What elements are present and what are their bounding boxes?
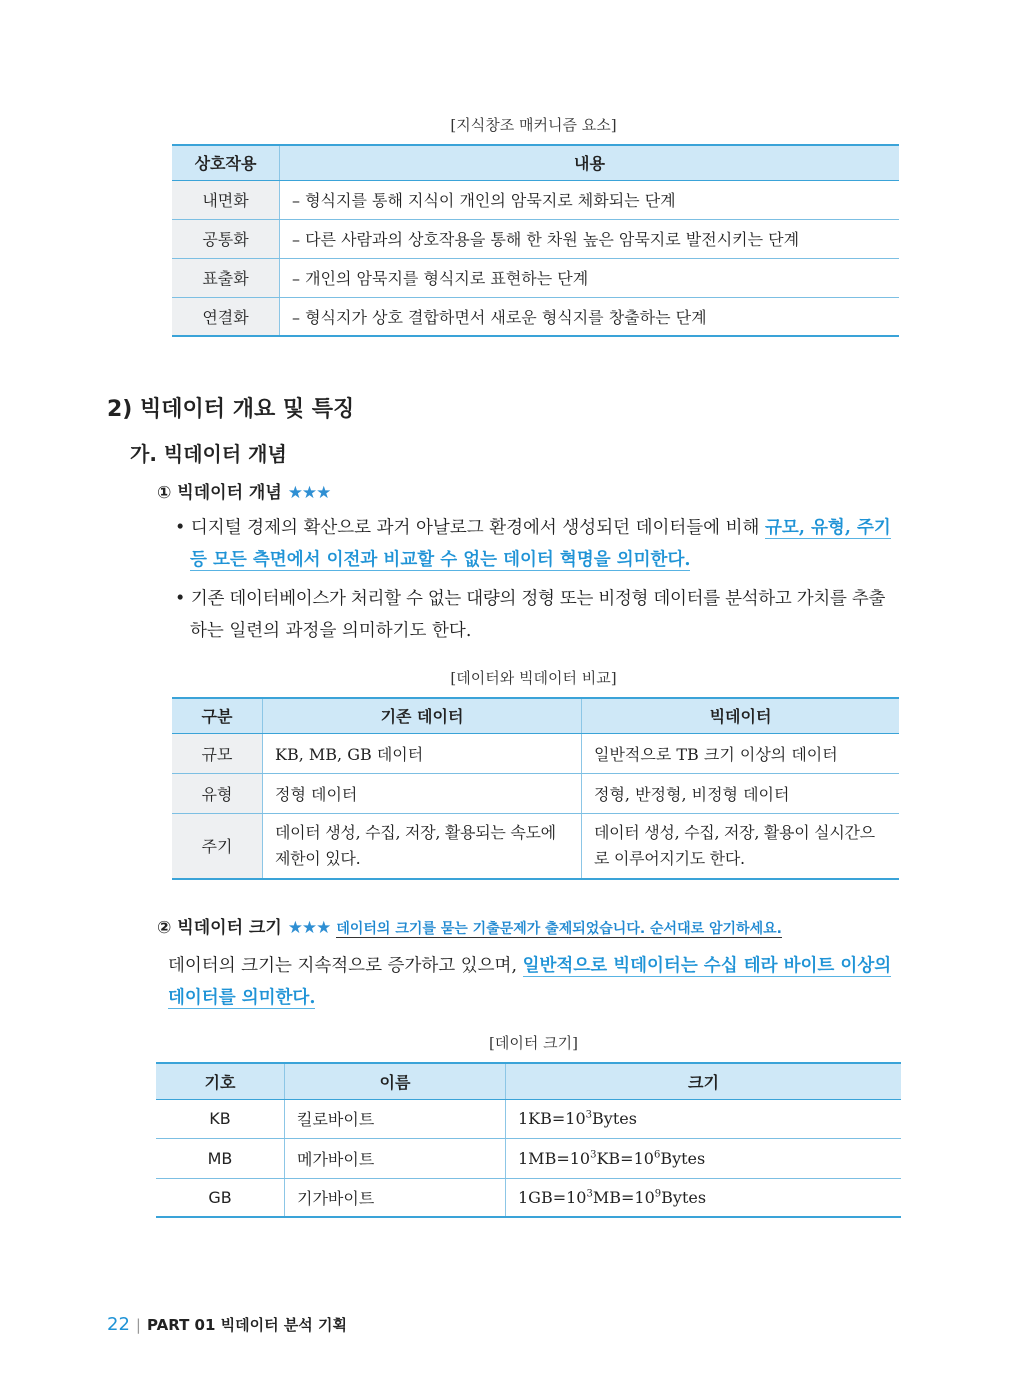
chapter-title: PART 01 빅데이터 분석 기획 (146, 1316, 347, 1334)
subsection-title: 가. 빅데이터 개념 (130, 442, 287, 466)
table1-header-content: 내용 (280, 145, 900, 180)
table2-row-key: 유형 (172, 773, 263, 813)
item1-title: ① 빅데이터 개념 (157, 483, 282, 503)
bullet-icon: • (175, 589, 186, 609)
table3-name: 킬로바이트 (285, 1099, 506, 1138)
item1-heading (157, 478, 330, 503)
page-number: 22 (107, 1314, 130, 1335)
footer-divider: | (135, 1316, 141, 1334)
table1-row-value: – 개인의 암묵지를 형식지로 표현하는 단계 (280, 258, 900, 297)
bullet-paragraph-cont (190, 615, 471, 647)
item2-paragraph-cont (168, 982, 315, 1014)
table2-cell: 일반적으로 TB 크기 이상의 데이터 (582, 733, 900, 773)
table2-caption: [데이터와 빅데이터 비교] (450, 669, 617, 687)
bullet-icon: • (175, 518, 186, 538)
table2-row-key: 규모 (172, 733, 263, 773)
item2-paragraph (168, 950, 903, 982)
item2-highlight-cont: 데이터를 의미한다. (168, 988, 316, 1008)
table1-row-key: 연결화 (172, 297, 280, 336)
table3-size: $1KB=10^3Bytes$ (506, 1099, 902, 1138)
star-rating-icon: ★★★ (287, 483, 331, 503)
table1-caption: [지식창조 매커니즘 요소] (450, 116, 617, 134)
table3-header-size: 크기 (506, 1063, 902, 1099)
item2-highlight: 일반적으로 빅데이터는 수십 테라 바이트 이상의 (522, 956, 892, 976)
table1-row-key: 내면화 (172, 180, 280, 219)
table1-row-value: – 형식지를 통해 지식이 개인의 암묵지로 체화되는 단계 (280, 180, 900, 219)
table3-size: $1MB=10^3KB=10^6Bytes$ (506, 1138, 902, 1178)
table1-row-key: 표출화 (172, 258, 280, 297)
table2-cell: 정형 데이터 (263, 773, 582, 813)
table2-cell: 데이터 생성, 수집, 저장, 활용이 실시간으로 이루어지기도 한다. (582, 813, 900, 879)
bullet1-highlight-cont: 등 모든 측면에서 이전과 비교할 수 없는 데이터 혁명을 의미한다. (190, 550, 691, 570)
table3-name: 메가바이트 (285, 1138, 506, 1178)
bullet-paragraph-cont (190, 544, 690, 576)
bullet1-highlight: 규모, 유형, 주기 (765, 518, 891, 538)
item2-heading (157, 913, 782, 938)
section-title: 2) 빅데이터 개요 및 특징 (107, 397, 355, 422)
data-size-table (156, 1062, 901, 1218)
table3-symbol: KB (156, 1099, 285, 1138)
bullet2-text-cont: 하는 일련의 과정을 의미하기도 한다. (190, 621, 472, 641)
table1-header-interaction: 상호작용 (172, 145, 280, 180)
bullet2-text: 기존 데이터베이스가 처리할 수 없는 대량의 정형 또는 비정형 데이터를 분석하고 가치를 추출 (190, 589, 886, 609)
table3-symbol: MB (156, 1138, 285, 1178)
knowledge-mechanism-table (172, 144, 899, 337)
table2-cell: KB, MB, GB 데이터 (263, 733, 582, 773)
data-comparison-table (172, 697, 899, 880)
bullet-paragraph (175, 512, 905, 544)
table2-header-bigdata: 빅데이터 (582, 698, 900, 733)
table2-cell: 데이터 생성, 수집, 저장, 활용되는 속도에 제한이 있다. (263, 813, 582, 879)
table1-row-key: 공통화 (172, 219, 280, 258)
table2-header-traditional: 기존 데이터 (263, 698, 582, 733)
exam-note: 데이터의 크기를 묻는 기출문제가 출제되었습니다. 순서대로 암기하세요. (336, 921, 782, 937)
table1-row-value: – 다른 사람과의 상호작용을 통해 한 차원 높은 암묵지로 발전시키는 단계 (280, 219, 900, 258)
table1-row-value: – 형식지가 상호 결합하면서 새로운 형식지를 창출하는 단계 (280, 297, 900, 336)
bullet-paragraph (175, 583, 905, 615)
table2-header-category: 구분 (172, 698, 263, 733)
table3-size: $1GB=10^3MB=10^9Bytes$ (506, 1178, 902, 1217)
table3-header-name: 이름 (285, 1063, 506, 1099)
table3-symbol: GB (156, 1178, 285, 1217)
star-rating-icon: ★★★ (287, 918, 331, 938)
bullet1-text: 디지털 경제의 확산으로 과거 아날로그 환경에서 생성되던 데이터들에 비해 (190, 518, 766, 538)
table2-row-key: 주기 (172, 813, 263, 879)
table3-caption: [데이터 크기] (489, 1034, 578, 1052)
item2-text: 데이터의 크기는 지속적으로 증가하고 있으며, (168, 956, 523, 976)
table2-cell: 정형, 반정형, 비정형 데이터 (582, 773, 900, 813)
table3-header-symbol: 기호 (156, 1063, 285, 1099)
item2-title: ② 빅데이터 크기 (157, 918, 282, 938)
page-footer (107, 1314, 347, 1335)
table3-name: 기가바이트 (285, 1178, 506, 1217)
